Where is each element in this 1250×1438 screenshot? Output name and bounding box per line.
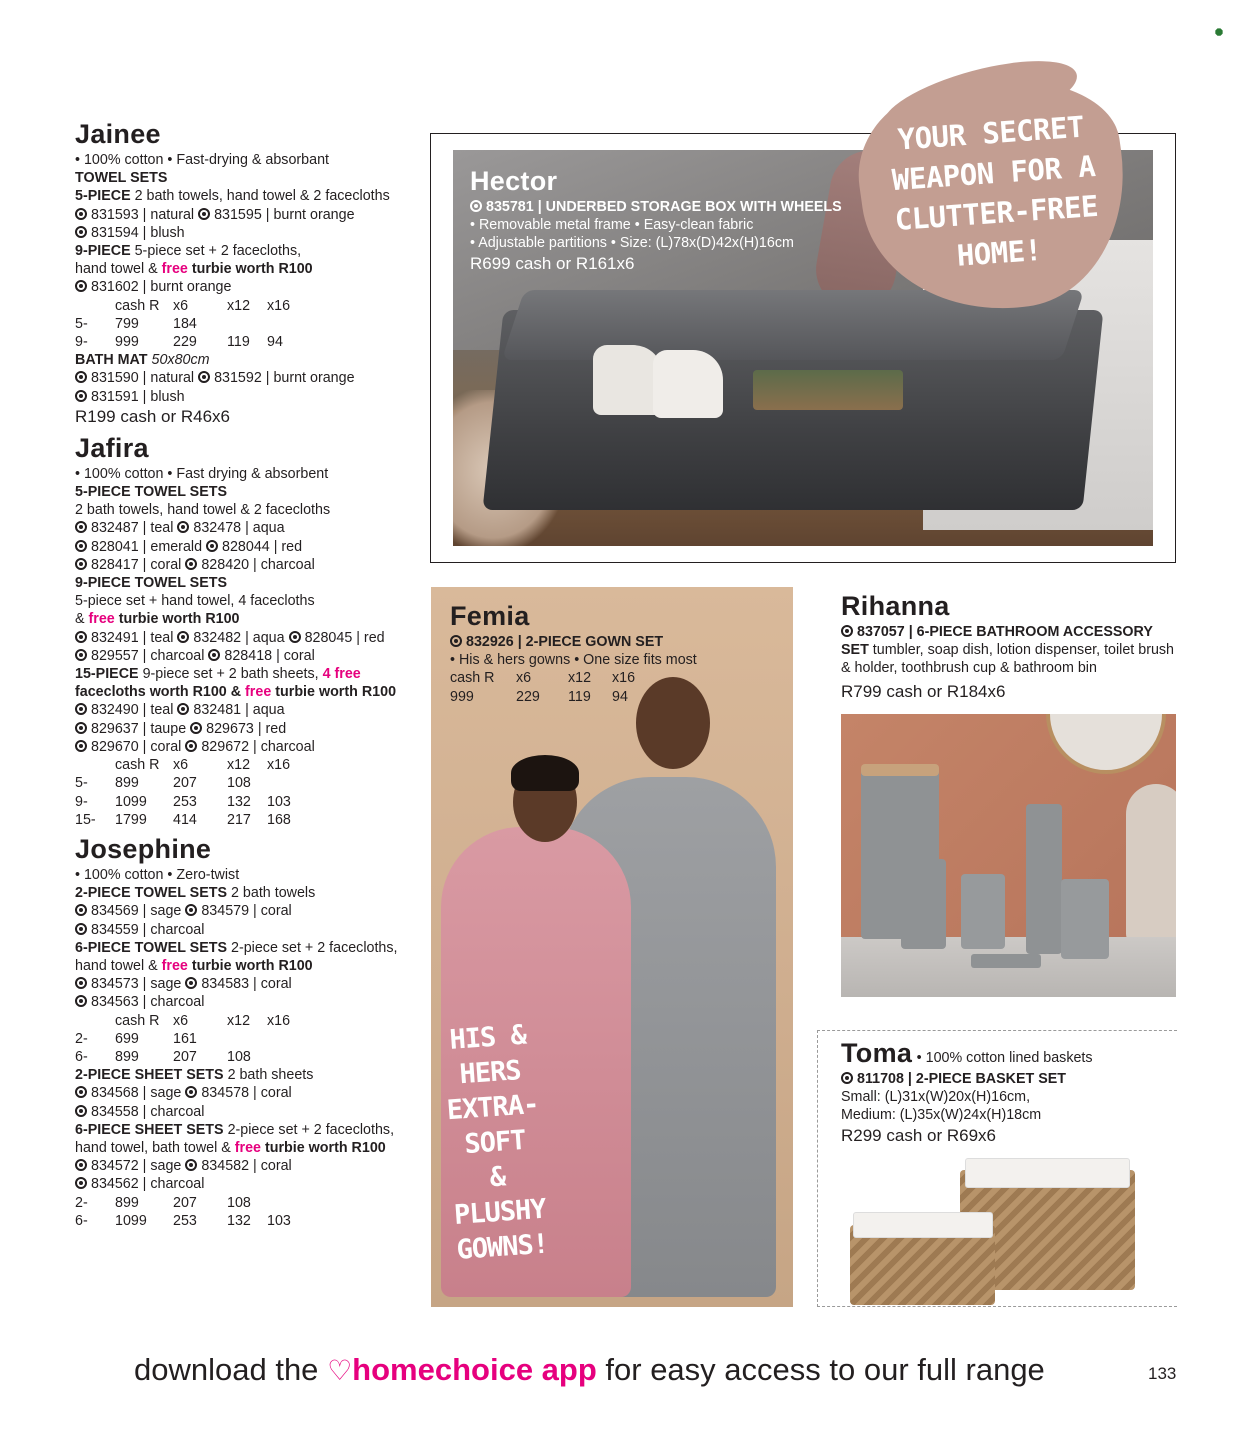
table-cell: 168: [267, 811, 291, 828]
jainee-features: • 100% cotton • Fast-drying & absorbant: [75, 152, 329, 168]
code-icon: [198, 208, 210, 220]
product-code: 828417 | coral: [91, 556, 182, 573]
code-icon: [75, 923, 87, 935]
code-icon: [75, 649, 87, 661]
jafira-9pc-desc: 5-piece set + hand towel, 4 facecloths: [75, 593, 315, 610]
table-cell: 103: [267, 1212, 291, 1229]
code-icon: [75, 904, 87, 916]
table-header: cash R: [450, 670, 495, 687]
table-cell: 132: [227, 793, 251, 810]
jainee-9pc-desc: 5-piece set + 2 facecloths,: [134, 243, 302, 260]
product-code: 832478 | aqua: [193, 520, 285, 537]
free-badge: free: [161, 957, 188, 974]
code-icon: [289, 631, 301, 643]
footer-banner[interactable]: [134, 1350, 1045, 1391]
text: SET: [841, 642, 869, 659]
product-code: 828045 | red: [304, 629, 385, 646]
jainee-5pc-desc: 2 bath towels, hand towel & 2 facecloths: [134, 188, 390, 205]
hector-feature: • Removable metal frame • Easy-clean fabric: [470, 217, 754, 234]
jainee-towel-heading: TOWEL SETS: [75, 170, 168, 187]
app-link[interactable]: homechoice app: [352, 1352, 597, 1387]
table-header: x6: [173, 297, 189, 314]
product-code: 831602 | burnt orange: [91, 279, 232, 296]
text: 2 bath sheets: [227, 1067, 314, 1084]
product-code: 837057: [857, 624, 905, 640]
table-cell: 699: [115, 1030, 139, 1047]
product-code: 828044 | red: [222, 538, 303, 555]
hector-details: Hector 835781 | UNDERBED STORAGE BOX WITH WHEELS • Removable metal frame • Easy-clean fabric • Adjustable partitions • Size: (L)78x(D)42x(H)16cm R699 cash or R161x6: [470, 166, 842, 273]
table-header: cash R: [115, 297, 160, 314]
code-icon: [75, 558, 87, 570]
code-icon: [841, 625, 853, 637]
code-icon: [75, 631, 87, 643]
rihanna-desc: & holder, toothbrush cup & bathroom bin: [841, 660, 1097, 677]
code-icon: [75, 703, 87, 715]
code-icon: [470, 200, 482, 212]
product-code: 829670 | coral: [91, 738, 182, 755]
femia-title: Femia: [450, 601, 530, 631]
code-icon: [75, 390, 87, 402]
text: 2-piece set + 2 facecloths,: [227, 1121, 395, 1138]
toma-size-medium: Medium: (L)35x(W)24x(H)18cm: [841, 1107, 1042, 1124]
product-code: 829557 | charcoal: [91, 647, 205, 664]
code-icon: [177, 631, 189, 643]
femia-price-table: [450, 669, 697, 705]
code-icon: [185, 1086, 197, 1098]
table-cell: 119: [227, 334, 250, 351]
table-cell: 94: [612, 688, 628, 705]
callout-line: HIS & HERS: [448, 1019, 527, 1091]
product-code: 829637 | taupe: [91, 720, 187, 737]
bath-mat-label: BATH MAT: [75, 352, 148, 369]
jainee-9pc-label: 9-PIECE: [75, 243, 131, 260]
table-cell: 5-: [75, 775, 88, 792]
hector-feature: • Adjustable partitions • Size: (L)78x(D)42x(H)16cm: [470, 235, 794, 252]
left-column: [75, 118, 415, 1230]
product-code: 831594 | blush: [91, 224, 185, 241]
text: turbie worth R100: [275, 684, 397, 701]
product-code: 834558 | charcoal: [91, 1103, 205, 1120]
table-header: cash R: [115, 1012, 160, 1029]
table-header: x6: [516, 670, 532, 687]
product-code: 829672 | charcoal: [201, 738, 315, 755]
toma-features: • 100% cotton lined baskets: [916, 1050, 1093, 1066]
table-header: x6: [173, 757, 189, 774]
callout-line: EXTRA-SOFT: [445, 1088, 540, 1161]
product-code: 831592 | burnt orange: [214, 370, 355, 387]
product-code: 834579 | coral: [201, 903, 292, 920]
code-icon: [75, 226, 87, 238]
hector-price: R699 cash or R161x6: [470, 253, 635, 273]
product-code: 834573 | sage: [91, 976, 182, 993]
code-icon: [185, 977, 197, 989]
table-cell: 5-: [75, 315, 88, 332]
jafira-section: [75, 432, 415, 829]
product-name: UNDERBED STORAGE BOX WITH WHEELS: [545, 199, 842, 215]
callout-line: GOWNS!: [455, 1228, 550, 1266]
code-icon: [75, 280, 87, 292]
table-cell: 217: [227, 811, 251, 828]
code-icon: [75, 208, 87, 220]
table-cell: 108: [227, 1194, 251, 1211]
josephine-section: [75, 833, 415, 1230]
text: hand towel &: [75, 957, 158, 974]
product-code: 834578 | coral: [201, 1085, 292, 1102]
table-header: x16: [267, 1012, 291, 1029]
josephine-towel-price-table: [75, 1012, 415, 1067]
toma-title: Toma: [841, 1038, 913, 1068]
code-icon: [841, 1072, 853, 1084]
femia-details: Femia 832926 | 2-PIECE GOWN SET • His & hers gowns • One size fits most cash R x6 x12 x16 999 229 119 94: [450, 601, 697, 705]
slogan-line: HOME!: [955, 232, 1043, 273]
code-icon: [75, 521, 87, 533]
slogan-line: WEAPON FOR A: [890, 148, 1097, 198]
table-cell: 108: [227, 1048, 251, 1065]
heart-icon: ♡: [327, 1355, 353, 1386]
table-cell: 899: [115, 775, 139, 792]
table-cell: 1099: [115, 1212, 147, 1229]
code-icon: [75, 1159, 87, 1171]
free-badge: 4 free: [322, 666, 361, 683]
product-code: 834559 | charcoal: [91, 921, 205, 938]
table-header: x12: [227, 757, 251, 774]
table-header: x16: [267, 757, 291, 774]
product-code: 828041 | emerald: [91, 538, 203, 555]
table-header: x12: [568, 670, 592, 687]
text: turbie worth R100: [191, 261, 313, 278]
table-cell: 1799: [115, 811, 147, 828]
text: turbie worth R100: [118, 611, 240, 628]
gowns-callout: [432, 1016, 559, 1268]
josephine-6pc-sheet-heading: 6-PIECE SHEET SETS: [75, 1121, 224, 1138]
text: turbie worth R100: [191, 957, 313, 974]
slogan-callout: [885, 106, 1106, 280]
basket-liner: [853, 1212, 993, 1238]
table-cell: 899: [115, 1194, 139, 1211]
jafira-15pc-desc: 9-piece set + 2 bath sheets,: [142, 666, 319, 683]
table-cell: 229: [173, 334, 197, 351]
code-icon: [75, 995, 87, 1007]
code-icon: [185, 740, 197, 752]
product-code: 835781: [486, 199, 534, 215]
product-code: 831593 | natural: [91, 206, 195, 223]
text: &: [75, 611, 85, 628]
table-cell: 15-: [75, 811, 96, 828]
jainee-price-table: [75, 297, 415, 352]
table-cell: [267, 1194, 307, 1212]
text: 2 bath towels: [231, 885, 316, 902]
code-icon: [185, 1159, 197, 1171]
code-icon: [177, 521, 189, 533]
product-code: 834569 | sage: [91, 903, 182, 920]
code-icon: [75, 1086, 87, 1098]
page-number: 133: [1148, 1364, 1177, 1383]
table-cell: [267, 1048, 307, 1066]
table-cell: [227, 1030, 267, 1048]
product-code: 834583 | coral: [201, 976, 292, 993]
table-cell: 108: [227, 775, 251, 792]
table-cell: 207: [173, 775, 197, 792]
table-cell: 9-: [75, 334, 88, 351]
product-code: 834582 | coral: [201, 1158, 292, 1175]
toma-price: R299 cash or R69x6: [841, 1125, 996, 1145]
rihanna-price: R799 cash or R184x6: [841, 681, 1006, 701]
josephine-title: Josephine: [75, 833, 212, 864]
slogan-line: YOUR SECRET: [896, 109, 1086, 157]
jainee-title: Jainee: [75, 119, 161, 149]
code-icon: [185, 904, 197, 916]
table-header: x16: [612, 670, 636, 687]
basket-liner: [965, 1158, 1130, 1188]
jafira-5pc-desc: 2 bath towels, hand towel & 2 facecloths: [75, 502, 331, 519]
product-code: 811708: [857, 1071, 904, 1087]
code-icon: [206, 540, 218, 552]
bath-mat-size: 50x80cm: [151, 352, 210, 369]
jafira-features: • 100% cotton • Fast drying & absorbent: [75, 465, 329, 482]
code-icon: [190, 722, 202, 734]
table-cell: 9-: [75, 793, 88, 810]
bath-mat-price: R199 cash or R46x6: [75, 406, 230, 426]
footer-text: download the: [134, 1352, 319, 1387]
code-icon: [185, 558, 197, 570]
text: facecloths worth R100 &: [75, 684, 242, 701]
jafira-title: Jafira: [75, 432, 149, 463]
josephine-sheet-price-table: [75, 1194, 415, 1230]
product-code: 828418 | coral: [224, 647, 315, 664]
product-code: 834562 | charcoal: [91, 1176, 205, 1193]
rihanna-product-photo: [841, 714, 1176, 997]
code-icon: [208, 649, 220, 661]
table-header: x16: [267, 297, 291, 314]
free-badge: free: [161, 261, 188, 278]
code-icon: [198, 371, 210, 383]
josephine-features: • 100% cotton • Zero-twist: [75, 866, 240, 883]
table-cell: 184: [173, 315, 197, 332]
toma-details: Toma • 100% cotton lined baskets 811708 | 2-PIECE BASKET SET Small: (L)31x(W)20x(H)16cm, Medium: (L)35x(W)24x(H)18cm R299 cash or R69x6: [841, 1038, 1093, 1145]
table-header: cash R: [115, 757, 160, 774]
table-cell: [267, 1030, 307, 1048]
table-cell: 999: [115, 334, 139, 351]
table-cell: 229: [516, 688, 540, 705]
product-name: 2-PIECE GOWN SET: [525, 634, 664, 650]
callout-line: & PLUSHY: [453, 1161, 547, 1231]
jainee-5pc-label: 5-PIECE: [75, 188, 131, 205]
free-badge: free: [234, 1139, 261, 1156]
slogan-line: CLUTTER-FREE: [893, 188, 1100, 238]
table-cell: [227, 315, 267, 333]
josephine-2pc-towel-heading: 2-PIECE TOWEL SETS: [75, 885, 228, 902]
jafira-5pc-heading: 5-PIECE TOWEL SETS: [75, 484, 228, 501]
code-icon: [75, 1177, 87, 1189]
jafira-price-table: [75, 756, 415, 829]
code-icon: [75, 977, 87, 989]
corner-logo-icon: ⯃: [1215, 28, 1223, 39]
table-cell: 207: [173, 1048, 197, 1065]
text: turbie worth R100: [264, 1139, 386, 1156]
table-cell: 103: [267, 793, 291, 810]
table-cell: 6-: [75, 1212, 88, 1229]
code-icon: [75, 722, 87, 734]
product-code: 832482 | aqua: [193, 629, 285, 646]
table-cell: 253: [173, 1212, 197, 1229]
code-icon: [75, 1105, 87, 1117]
table-header: x12: [227, 1012, 251, 1029]
product-code: 832926: [466, 634, 514, 650]
product-code: 834572 | sage: [91, 1158, 182, 1175]
table-cell: 161: [173, 1030, 197, 1047]
josephine-6pc-towel-heading: 6-PIECE TOWEL SETS: [75, 939, 228, 956]
code-icon: [75, 540, 87, 552]
text: 2-piece set + 2 facecloths,: [231, 939, 398, 956]
rihanna-title: Rihanna: [841, 591, 950, 621]
code-icon: [75, 371, 87, 383]
table-cell: 2-: [75, 1194, 88, 1211]
code-icon: [450, 635, 462, 647]
table-cell: 799: [115, 315, 139, 332]
table-cell: [267, 315, 307, 333]
product-code: 829673 | red: [206, 720, 287, 737]
product-code: 828420 | charcoal: [201, 556, 315, 573]
product-code: 832481 | aqua: [193, 702, 285, 719]
product-name: 2-PIECE BASKET SET: [915, 1071, 1067, 1087]
product-name: 6-PIECE BATHROOM ACCESSORY: [916, 624, 1153, 640]
table-header: x12: [227, 297, 251, 314]
jafira-15pc-label: 15-PIECE: [75, 666, 139, 683]
text: tumbler, soap dish, lotion dispenser, toilet brush: [872, 642, 1175, 659]
footer-text: for easy access to our full range: [605, 1352, 1045, 1387]
jafira-9pc-heading: 9-PIECE TOWEL SETS: [75, 575, 228, 592]
table-cell: 94: [267, 334, 283, 351]
table-cell: 1099: [115, 793, 147, 810]
product-code: 832487 | teal: [91, 520, 174, 537]
table-cell: 6-: [75, 1048, 88, 1065]
text: hand towel, bath towel &: [75, 1139, 231, 1156]
product-code: 831591 | blush: [91, 388, 185, 405]
jainee-section: [75, 118, 415, 428]
femia-features: • His & hers gowns • One size fits most: [450, 652, 697, 669]
table-cell: [267, 774, 307, 792]
code-icon: [75, 740, 87, 752]
table-cell: 999: [450, 688, 474, 705]
product-code: 834563 | charcoal: [91, 994, 205, 1011]
table-cell: 119: [568, 688, 591, 705]
code-icon: [177, 703, 189, 715]
hector-title: Hector: [470, 166, 558, 196]
product-code: 832490 | teal: [91, 702, 174, 719]
table-cell: 2-: [75, 1030, 88, 1047]
product-code: 831590 | natural: [91, 370, 195, 387]
product-code: 831595 | burnt orange: [214, 206, 355, 223]
free-badge: free: [245, 684, 272, 701]
josephine-2pc-sheet-heading: 2-PIECE SHEET SETS: [75, 1067, 224, 1084]
rihanna-details: Rihanna 837057 | 6-PIECE BATHROOM ACCESSORY SET tumbler, soap dish, lotion dispenser, toilet brush & holder, toothbrush cup & bathroom bin R799 cash or R184x6: [841, 591, 1175, 701]
toma-size-small: Small: (L)31x(W)20x(H)16cm,: [841, 1089, 1031, 1106]
free-badge: free: [88, 611, 115, 628]
product-code: 834568 | sage: [91, 1085, 182, 1102]
product-code: 832491 | teal: [91, 629, 174, 646]
table-cell: 414: [173, 811, 197, 828]
table-cell: 132: [227, 1212, 251, 1229]
table-cell: 253: [173, 793, 197, 810]
table-cell: 899: [115, 1048, 139, 1065]
table-cell: 207: [173, 1194, 197, 1211]
table-header: x6: [173, 1012, 189, 1029]
text: hand towel &: [75, 261, 158, 278]
